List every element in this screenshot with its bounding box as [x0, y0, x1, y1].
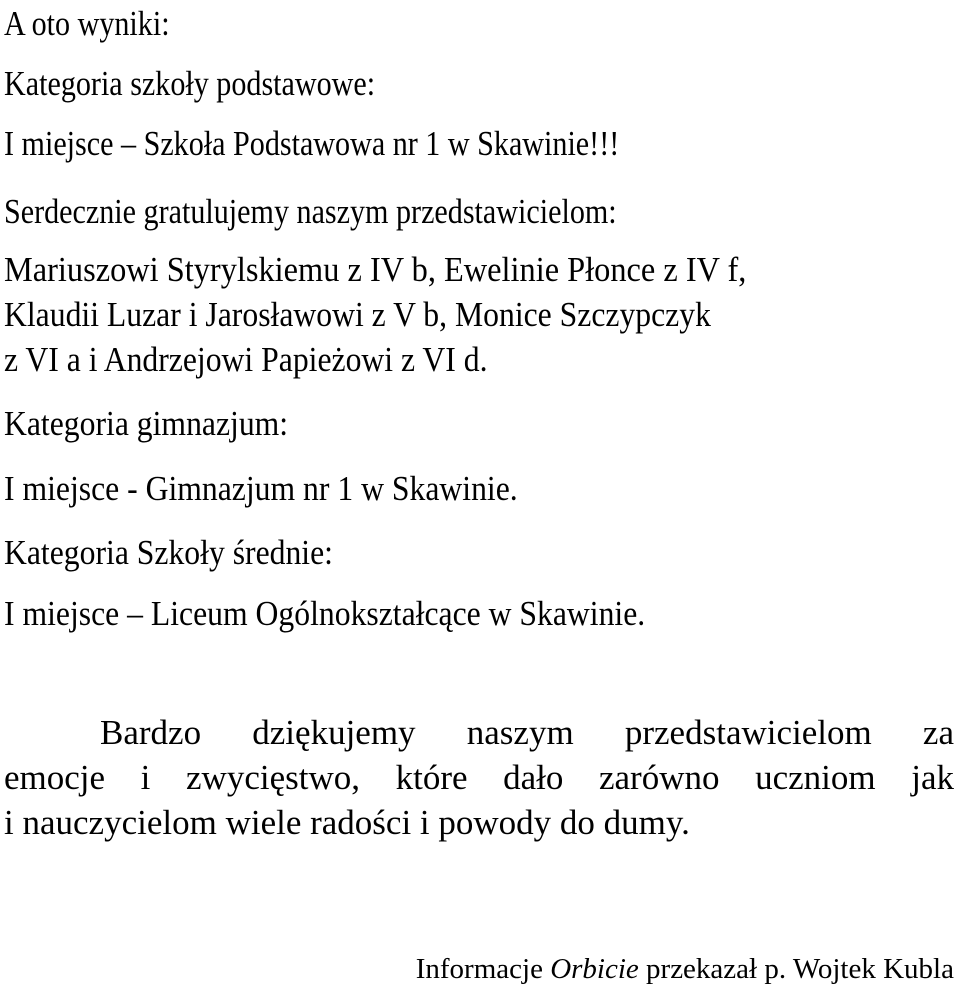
closing-line-3: i nauczycielom wiele radości i powody do dumy.	[4, 803, 690, 842]
secondary-category-heading: Kategoria Szkoły średnie:	[4, 533, 333, 572]
footer-suffix: przekazał p. Wojtek Kubla	[646, 953, 954, 985]
footer-publication: Orbicie	[550, 953, 639, 985]
closing-paragraph	[4, 710, 954, 845]
footer-credit	[416, 955, 954, 984]
primary-place-text: I miejsce – Szkoła Podstawowa nr 1 w Skawinie!!!	[4, 124, 620, 163]
secondary-place-text: I miejsce – Liceum Ogólnokształcące w Skawinie.	[4, 594, 646, 633]
students-line-3: z VI a i Andrzejowi Papieżowi z VI d.	[4, 340, 488, 379]
middle-place-text: I miejsce - Gimnazjum nr 1 w Skawinie.	[4, 469, 518, 508]
closing-line-1: Bardzo dziękujemy naszym przedstawicielom za	[100, 713, 954, 752]
students-line-1: Mariuszowi Styrylskiemu z IV b, Ewelinie Płonce z IV f,	[4, 250, 747, 289]
intro-text: A oto wyniki:	[4, 4, 170, 43]
primary-category-heading: Kategoria szkoły podstawowe:	[4, 64, 376, 103]
congrats-text: Serdecznie gratulujemy naszym przedstawicielom:	[4, 192, 617, 231]
closing-line-2: emocje i zwycięstwo, które dało zarówno uczniom jak	[4, 758, 954, 797]
footer-prefix: Informacje	[415, 953, 543, 985]
students-line-2: Klaudii Luzar i Jarosławowi z V b, Monice Szczypczyk	[4, 295, 711, 334]
middle-category-heading: Kategoria gimnazjum:	[4, 404, 289, 443]
